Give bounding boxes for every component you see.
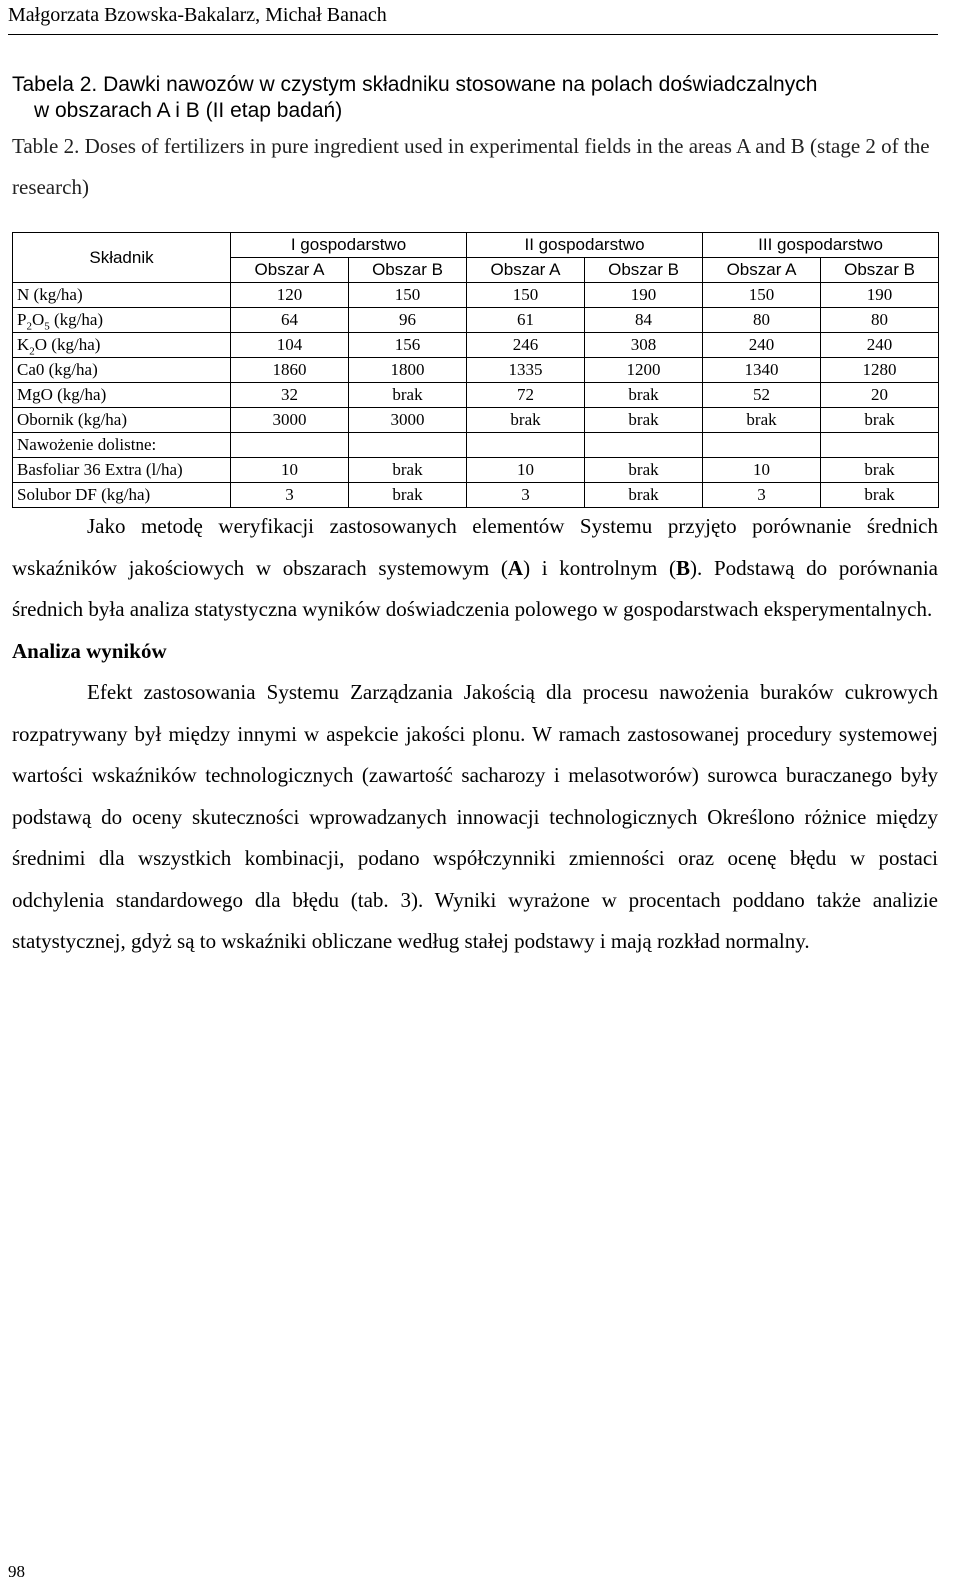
cell: 246	[467, 333, 585, 358]
cell	[231, 433, 349, 458]
chem-subscript: 5	[44, 320, 50, 333]
cell: 150	[467, 283, 585, 308]
subheader-area: Obszar A	[703, 258, 821, 283]
cell: 1200	[585, 358, 703, 383]
table-row	[13, 308, 939, 333]
header-farm-2: II gospodarstwo	[467, 233, 703, 258]
row-label: Basfoliar 36 Extra (l/ha)	[13, 458, 231, 483]
cell: 240	[703, 333, 821, 358]
caption-pl-line2: w obszarach A i B (II etap badań)	[34, 99, 343, 122]
subheader-area: Obszar B	[821, 258, 939, 283]
cell: brak	[585, 483, 703, 508]
header-farm-1: I gospodarstwo	[231, 233, 467, 258]
cell: 3	[231, 483, 349, 508]
cell: 1800	[349, 358, 467, 383]
section-heading: Analiza wyników	[12, 638, 167, 663]
cell: 3000	[349, 408, 467, 433]
cell: 240	[821, 333, 939, 358]
table-row	[13, 433, 939, 458]
cell	[821, 433, 939, 458]
cell: brak	[585, 383, 703, 408]
header-farm-3: III gospodarstwo	[703, 233, 939, 258]
cell: brak	[585, 408, 703, 433]
cell: 64	[231, 308, 349, 333]
body-text	[12, 506, 938, 963]
paragraph-text: Jako metodę weryfikacji zastosowanych elementów Systemu przyjęto porównanie średnich wskaźników jakościowych w obszarach systemowym (	[12, 514, 938, 580]
chem-symbol: P	[17, 310, 27, 329]
cell: 84	[585, 308, 703, 333]
fertilizer-table	[12, 232, 939, 508]
cell	[467, 433, 585, 458]
chem-subscript: 2	[29, 345, 35, 358]
cell	[585, 433, 703, 458]
table-row	[13, 483, 939, 508]
cell: brak	[467, 408, 585, 433]
cell: 150	[349, 283, 467, 308]
cell: 1335	[467, 358, 585, 383]
caption-pl-line1: Tabela 2. Dawki nawozów w czystym składniku stosowane na polach doświadczalnych	[12, 73, 818, 96]
row-label: Obornik (kg/ha)	[13, 408, 231, 433]
cell: 10	[231, 458, 349, 483]
cell: brak	[349, 383, 467, 408]
cell: brak	[585, 458, 703, 483]
row-label: N (kg/ha)	[13, 283, 231, 308]
cell	[349, 433, 467, 458]
paragraph-text: ). Podstawą do porównania średnich była analiza statystyczna wyników doświadczenia polowego w gospodarstwach eksperymentalnych.	[12, 555, 939, 621]
cell: 190	[821, 283, 939, 308]
cell: 32	[231, 383, 349, 408]
cell: 3	[467, 483, 585, 508]
cell: 150	[703, 283, 821, 308]
table-row	[13, 383, 939, 408]
cell: brak	[349, 483, 467, 508]
cell: 80	[703, 308, 821, 333]
cell: 190	[585, 283, 703, 308]
cell: 1340	[703, 358, 821, 383]
cell: brak	[821, 483, 939, 508]
page-number: 98	[8, 1562, 25, 1581]
cell: 3	[703, 483, 821, 508]
row-label: Nawożenie dolistne:	[13, 433, 231, 458]
row-label	[13, 333, 231, 358]
table-row	[13, 458, 939, 483]
paragraph-text: ) i kontrolnym (	[523, 555, 677, 580]
cell: 61	[467, 308, 585, 333]
cell: 10	[467, 458, 585, 483]
cell: brak	[821, 408, 939, 433]
cell: 72	[467, 383, 585, 408]
cell: 96	[349, 308, 467, 333]
chem-symbol: O	[31, 310, 45, 329]
subheader-area: Obszar A	[231, 258, 349, 283]
table-row	[13, 333, 939, 358]
row-label: MgO (kg/ha)	[13, 383, 231, 408]
chem-symbol: K	[17, 335, 30, 354]
cell: brak	[703, 408, 821, 433]
cell: 52	[703, 383, 821, 408]
subheader-area: Obszar A	[467, 258, 585, 283]
table-caption	[12, 72, 942, 208]
area-b-label: B	[676, 555, 691, 580]
row-label: Solubor DF (kg/ha)	[13, 483, 231, 508]
chem-subscript: 2	[26, 320, 32, 333]
table-row	[13, 358, 939, 383]
header-skladnik: Składnik	[13, 233, 231, 283]
running-header: Małgorzata Bzowska-Bakalarz, Michał Banach	[8, 2, 938, 35]
cell: 120	[231, 283, 349, 308]
cell: brak	[349, 458, 467, 483]
table-row	[13, 408, 939, 433]
chem-unit: O (kg/ha)	[34, 335, 101, 354]
cell: 10	[703, 458, 821, 483]
paragraph	[12, 506, 938, 631]
cell: 308	[585, 333, 703, 358]
cell: 1860	[231, 358, 349, 383]
table-row	[13, 283, 939, 308]
area-a-label: A	[507, 555, 524, 580]
cell: 104	[231, 333, 349, 358]
cell: brak	[821, 458, 939, 483]
cell: 20	[821, 383, 939, 408]
cell: 3000	[231, 408, 349, 433]
row-label: Ca0 (kg/ha)	[13, 358, 231, 383]
cell: 156	[349, 333, 467, 358]
cell	[703, 433, 821, 458]
cell: 80	[821, 308, 939, 333]
caption-en: Table 2. Doses of fertilizers in pure ingredient used in experimental fields in the areas A and B (stage 2 of the research)	[12, 134, 930, 199]
paragraph: Efekt zastosowania Systemu Zarządzania Jakością dla procesu nawożenia buraków cukrowych rozpatrywany był między innymi w aspekcie jakości plonu. W ramach zastosowanej procedury systemowej wartości wskaźników technologicznych (zawartość sacharozy i melasotworów) surowca buraczanego były podstawą do oceny skuteczności wprowadzanych innowacji technologicznych Określono różnice między średnimi dla wszystkich kombinacji, podano współczynniki zmienności oraz ocenę błędu w postaci odchylenia standardowego dla błędu (tab. 3). Wyniki wyrażone w procentach poddano także analizie statystycznej, gdyż są to wskaźniki obliczane według stałej podstawy i mają rozkład normalny.	[12, 680, 938, 953]
chem-unit: (kg/ha)	[49, 310, 104, 329]
subheader-area: Obszar B	[349, 258, 467, 283]
row-label	[13, 308, 231, 333]
cell: 1280	[821, 358, 939, 383]
subheader-area: Obszar B	[585, 258, 703, 283]
